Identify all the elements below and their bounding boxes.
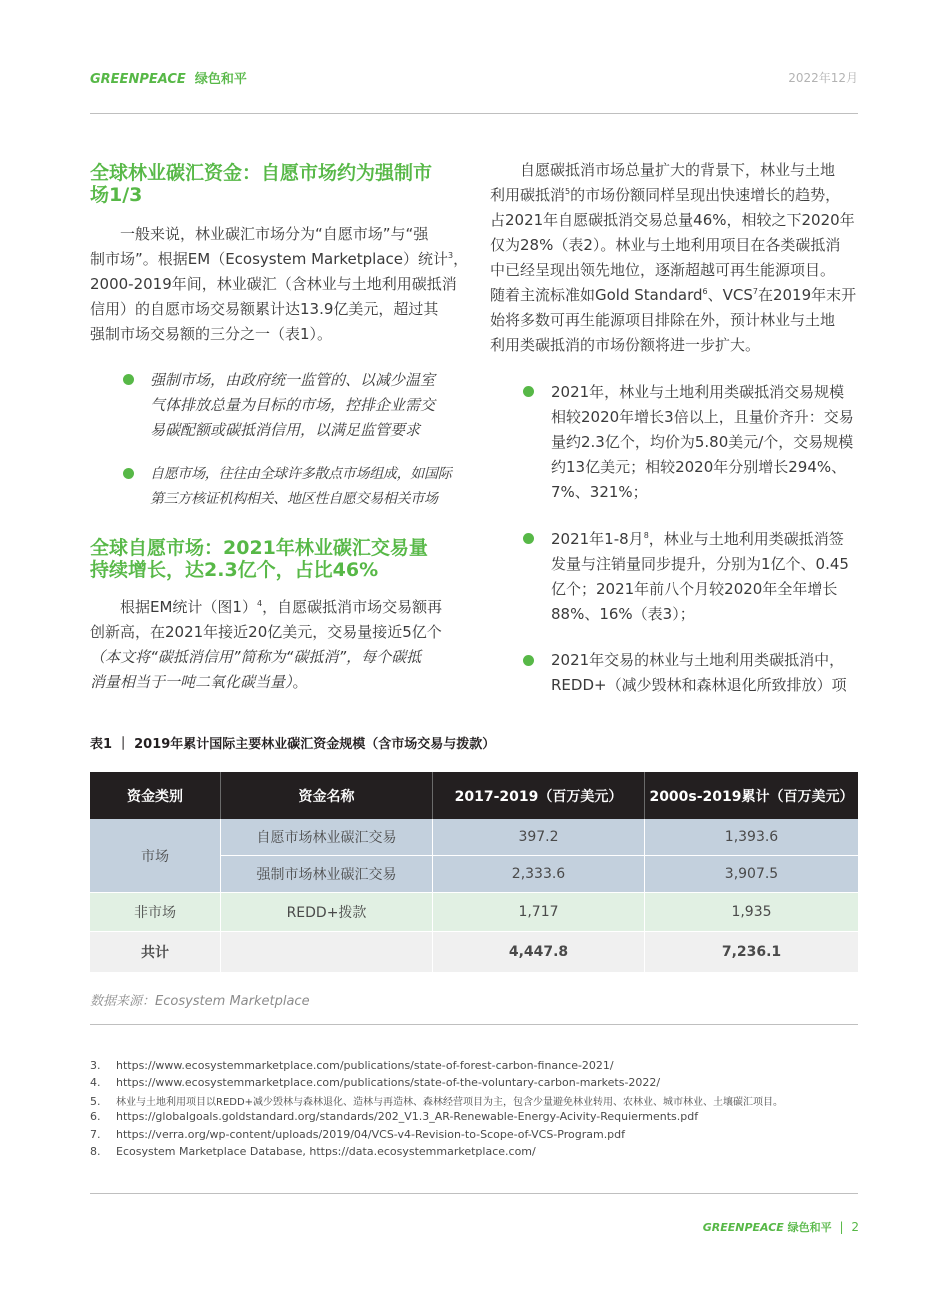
p2-line	[90, 670, 470, 695]
cell-category-non-market: 非市场	[90, 893, 221, 932]
header-divider	[90, 113, 858, 114]
p3-text: 在2019年末开	[757, 286, 857, 304]
p1-line: 强制市场交易额的三分之一（表1）。	[90, 325, 333, 343]
header-date: 2022年12月	[788, 71, 858, 85]
bullet-line: 强制市场，由政府统一监管的、以减少温室	[150, 371, 436, 389]
footnote-number: 6.	[90, 1110, 101, 1123]
p1-line: 一般来说，林业碳汇市场分为“自愿市场”与“强	[120, 225, 429, 243]
p3-line: 自愿碳抵消市场总量扩大的背景下，林业与土地	[520, 161, 836, 179]
cell-empty	[221, 932, 433, 973]
footer-separator: |	[839, 1220, 844, 1234]
footnote-number: 3.	[90, 1059, 101, 1072]
bullet-2021-volume	[551, 380, 854, 505]
footnote-ref-3[interactable]: 3	[448, 251, 454, 260]
forest-carbon-finance-table	[90, 772, 858, 973]
data-source: 数据来源：Ecosystem Marketplace	[90, 994, 310, 1009]
header-fund-name: 资金名称	[221, 772, 433, 819]
footnote-ref-8[interactable]: 8	[643, 531, 649, 540]
footnote-ref-7[interactable]: 7	[752, 287, 758, 296]
p2-text: ，自愿碳抵消市场交易额再	[262, 598, 443, 616]
bullet-text-part: ，林业与土地利用类碳抵消签	[648, 530, 844, 548]
heading-2-line-2: 持续增长，达2.3亿个，占比46%	[90, 559, 379, 581]
p3-line	[490, 283, 860, 308]
table-total-row	[90, 932, 858, 973]
bullet-line: 相较2020年增长3倍以上，且量价齐升：交易	[551, 408, 854, 426]
footnote-link[interactable]: https://www.ecosystemmarketplace.com/publications/state-of-the-voluntary-carbon-markets-2022/	[116, 1076, 661, 1089]
cell-value: 2,333.6	[433, 856, 645, 893]
p3-line: 利用类碳抵消的市场份额将进一步扩大。	[490, 336, 761, 354]
footnote-8	[90, 1145, 536, 1158]
footnote-divider	[90, 1024, 858, 1025]
p1-line: 2000-2019年间，林业碳汇（含林业与土地利用碳抵消	[90, 275, 457, 293]
bullet-line: 发量与注销量同步提升，分别为1亿个、0.45	[551, 555, 849, 573]
paragraph-1	[90, 222, 470, 347]
bullet-redd	[551, 648, 847, 698]
footnote-text: 林业与土地利用项目以REDD+减少毁林与森林退化、造林与再造林、森林经营项目为主，包含少量避免林业转用、农林业、城市林业、土壤碳汇项目。	[116, 1097, 784, 1108]
bullet-line: 88%、16%（表3）；	[551, 605, 695, 623]
footnote-ref-4[interactable]: 4	[256, 599, 263, 608]
table-row	[90, 819, 858, 856]
bullet-dot	[523, 655, 534, 666]
cell-value: 1,393.6	[645, 819, 858, 856]
section-heading-2	[90, 537, 470, 581]
footnote-number: 8.	[90, 1145, 101, 1158]
logo-chinese: 绿色和平	[194, 72, 247, 87]
cell-total-value: 4,447.8	[433, 932, 645, 973]
p2-text: 根据EM统计（图1）	[120, 598, 257, 616]
table-header-row	[90, 772, 858, 819]
cell-total-label: 共计	[90, 932, 221, 973]
footnote-ref-5[interactable]: 5	[565, 187, 571, 196]
footnote-5	[90, 1093, 783, 1108]
logo-wordmark: GREENPEACE	[90, 72, 186, 87]
cell-value: 1,935	[645, 893, 858, 932]
footnote-number: 5.	[90, 1095, 101, 1108]
header-2017-2019: 2017-2019（百万美元）	[433, 772, 645, 819]
p3-line: 占2021年自愿碳抵消交易总量46%，相较之下2020年	[490, 211, 855, 229]
cell-value: 1,717	[433, 893, 645, 932]
bullet-line: 亿个；2021年前八个月较2020年全年增长	[551, 580, 838, 598]
footnote-link[interactable]: Ecosystem Marketplace Database, https://data.ecosystemmarketplace.com/	[116, 1145, 536, 1158]
cell-category-market: 市场	[90, 819, 221, 893]
header-logo	[90, 68, 247, 87]
table-caption: 表1 ｜ 2019年累计国际主要林业碳汇资金规模（含市场交易与拨款）	[90, 737, 496, 752]
footer-divider	[90, 1193, 858, 1194]
page-number: 2	[851, 1220, 859, 1234]
table-row	[90, 893, 858, 932]
bullet-line: 2021年，林业与土地利用类碳抵消交易规模	[551, 383, 845, 401]
p1-comma: ，	[453, 250, 469, 268]
bullet-dot	[123, 374, 134, 385]
footnote-4	[90, 1076, 660, 1089]
p3-text: 随着主流标准如Gold Standard	[490, 286, 703, 304]
paragraph-3	[490, 158, 860, 358]
bullet-line: 易碳配额或碳抵消信用，以满足监管要求	[150, 421, 421, 439]
footnote-link[interactable]: https://verra.org/wp-content/uploads/2019/04/VCS-v4-Revision-to-Scope-of-VCS-Program.pdf	[116, 1128, 626, 1141]
bullet-line: 第三方核证机构相关、地区性自愿交易相关市场	[150, 491, 438, 507]
p3-text: 的市场份额同样呈现出快速增长的趋势，	[570, 186, 841, 204]
p3-line	[490, 183, 860, 208]
bullet-text-part: 2021年1-8月	[551, 530, 644, 548]
bullet-dot	[523, 386, 534, 397]
bullet-line: 2021年交易的林业与土地利用类碳抵消中，	[551, 651, 845, 669]
p2-line: （本文将“碳抵消信用”简称为“碳抵消”，每个碳抵	[90, 648, 422, 666]
p2-text: 消量相当于一吨二氧化碳当量）	[90, 673, 293, 691]
header-category: 资金类别	[90, 772, 221, 819]
heading-1-line-2: 场1/3	[90, 184, 143, 206]
cell-total-value: 7,236.1	[645, 932, 858, 973]
cell-fund-name: 强制市场林业碳汇交易	[221, 856, 433, 893]
header-cumulative: 2000s-2019累计（百万美元）	[645, 772, 858, 819]
bullet-line: 约13亿美元；相较2020年分别增长294%、	[551, 458, 847, 476]
cell-value: 3,907.5	[645, 856, 858, 893]
bullet-mandatory-market	[150, 368, 435, 443]
p3-line: 仅为28%（表2）。林业与土地利用项目在各类碳抵消	[490, 236, 841, 254]
bullet-voluntary-market	[150, 462, 451, 512]
bullet-line: 自愿市场，往往由全球许多散点市场组成，如国际	[150, 466, 452, 482]
p3-text: 利用碳抵消	[490, 186, 566, 204]
bullet-line: 量约2.3亿个，均价为5.80美元/个，交易规模	[551, 433, 854, 451]
footnote-6	[90, 1110, 698, 1123]
footnote-number: 7.	[90, 1128, 101, 1141]
bullet-dot	[523, 533, 534, 544]
footnote-3	[90, 1059, 614, 1072]
bullet-dot	[123, 468, 134, 479]
p3-line: 中已经呈现出领先地位，逐渐超越可再生能源项目。	[490, 261, 836, 279]
footer	[703, 1219, 859, 1235]
bullet-line: REDD+（减少毁林和森林退化所致排放）项	[551, 676, 847, 694]
p2-line: 创新高，在2021年接近20亿美元，交易量接近5亿个	[90, 623, 442, 641]
heading-2-line-1: 全球自愿市场：2021年林业碳汇交易量	[90, 537, 428, 559]
bullet-line: 气体排放总量为目标的市场，控排企业需交	[150, 396, 436, 414]
p3-text: 、VCS	[707, 286, 753, 304]
footnote-7	[90, 1128, 625, 1141]
footnote-ref-6[interactable]: 6	[702, 287, 708, 296]
cell-value: 397.2	[433, 819, 645, 856]
cell-fund-name: 自愿市场林业碳汇交易	[221, 819, 433, 856]
footnote-link[interactable]: https://globalgoals.goldstandard.org/standards/202_V1.3_AR-Renewable-Energy-Acivity-Requierments.pdf	[116, 1110, 699, 1123]
footnote-link[interactable]: https://www.ecosystemmarketplace.com/publications/state-of-forest-carbon-finance-2021/	[116, 1059, 614, 1072]
p1-text: 制市场”。根据EM（Ecosystem Marketplace）统计	[90, 250, 449, 268]
paragraph-2	[90, 595, 470, 695]
p3-line: 始将多数可再生能源项目排除在外，预计林业与土地	[490, 311, 836, 329]
footer-logo-chinese: 绿色和平	[787, 1221, 832, 1234]
bullet-line: 7%、321%；	[551, 483, 648, 501]
p2-line	[90, 595, 470, 620]
bullet-2021-jan-aug	[551, 527, 849, 627]
p1-line	[90, 247, 470, 272]
p2-text: 。	[292, 673, 308, 691]
section-heading-1	[90, 162, 470, 206]
footer-logo-wordmark: GREENPEACE	[702, 1221, 784, 1234]
heading-1-line-1: 全球林业碳汇资金：自愿市场约为强制市	[90, 162, 433, 184]
footnote-number: 4.	[90, 1076, 101, 1089]
cell-fund-name: REDD+拨款	[221, 893, 433, 932]
p1-line: 信用）的自愿市场交易额累计达13.9亿美元，超过其	[90, 300, 439, 318]
